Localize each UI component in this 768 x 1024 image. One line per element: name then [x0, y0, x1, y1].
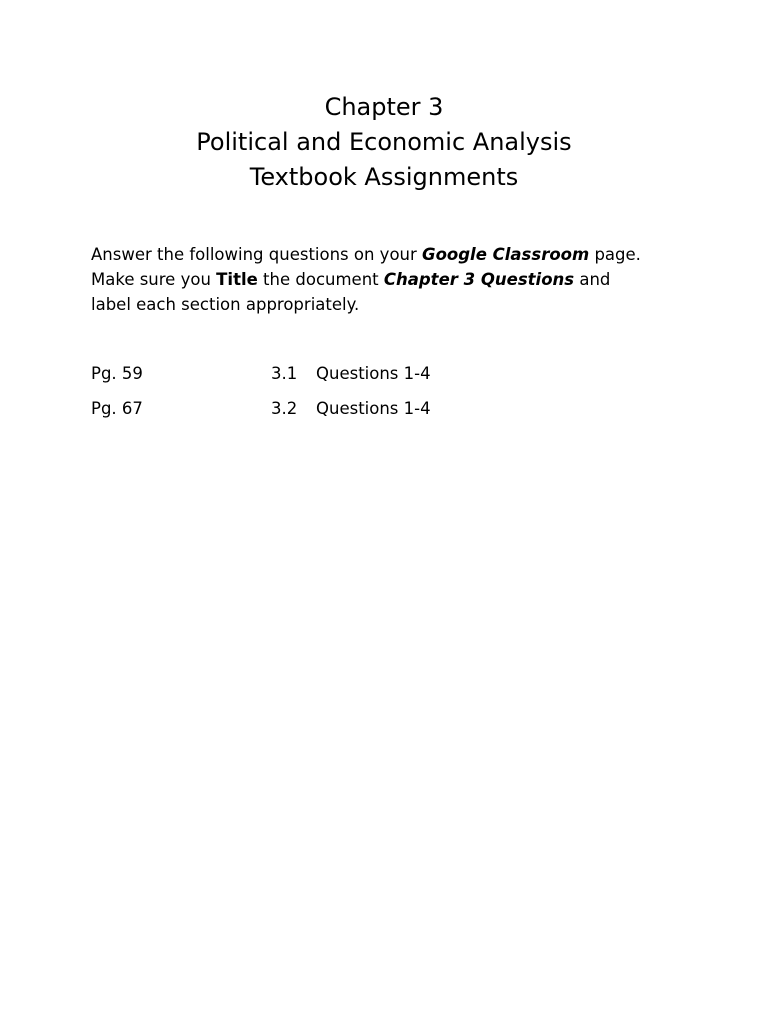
instructions-text: the document: [257, 270, 384, 289]
assignment-questions: Questions 1-4: [316, 399, 431, 418]
instructions-paragraph: [91, 242, 711, 317]
assignment-page: Pg. 59: [91, 364, 143, 383]
instructions-line-2: [91, 267, 711, 292]
instructions-text: Answer the following questions on your: [91, 245, 423, 264]
document-name-emphasis: Chapter 3 Questions: [383, 270, 575, 289]
title-block: [0, 90, 768, 195]
assignment-section: 3.2: [271, 399, 298, 418]
assignment-section: 3.1: [271, 364, 298, 383]
assignment-questions: Questions 1-4: [316, 364, 431, 383]
assignments-list: [91, 361, 591, 431]
instructions-line-3: label each section appropriately.: [91, 295, 360, 314]
instructions-text: page.: [589, 245, 641, 264]
title-emphasis: Title: [216, 270, 258, 289]
instructions-text: Make sure you: [91, 270, 217, 289]
subject-title: Political and Economic Analysis: [196, 128, 572, 156]
instructions-line-1: [91, 242, 711, 267]
assignment-page: Pg. 67: [91, 399, 143, 418]
instructions-text: and: [574, 270, 611, 289]
assignment-title: Textbook Assignments: [249, 163, 519, 191]
chapter-title: Chapter 3: [324, 93, 444, 121]
assignment-row: [91, 361, 591, 396]
assignment-row: [91, 396, 591, 431]
google-classroom-emphasis: Google Classroom: [422, 245, 590, 264]
